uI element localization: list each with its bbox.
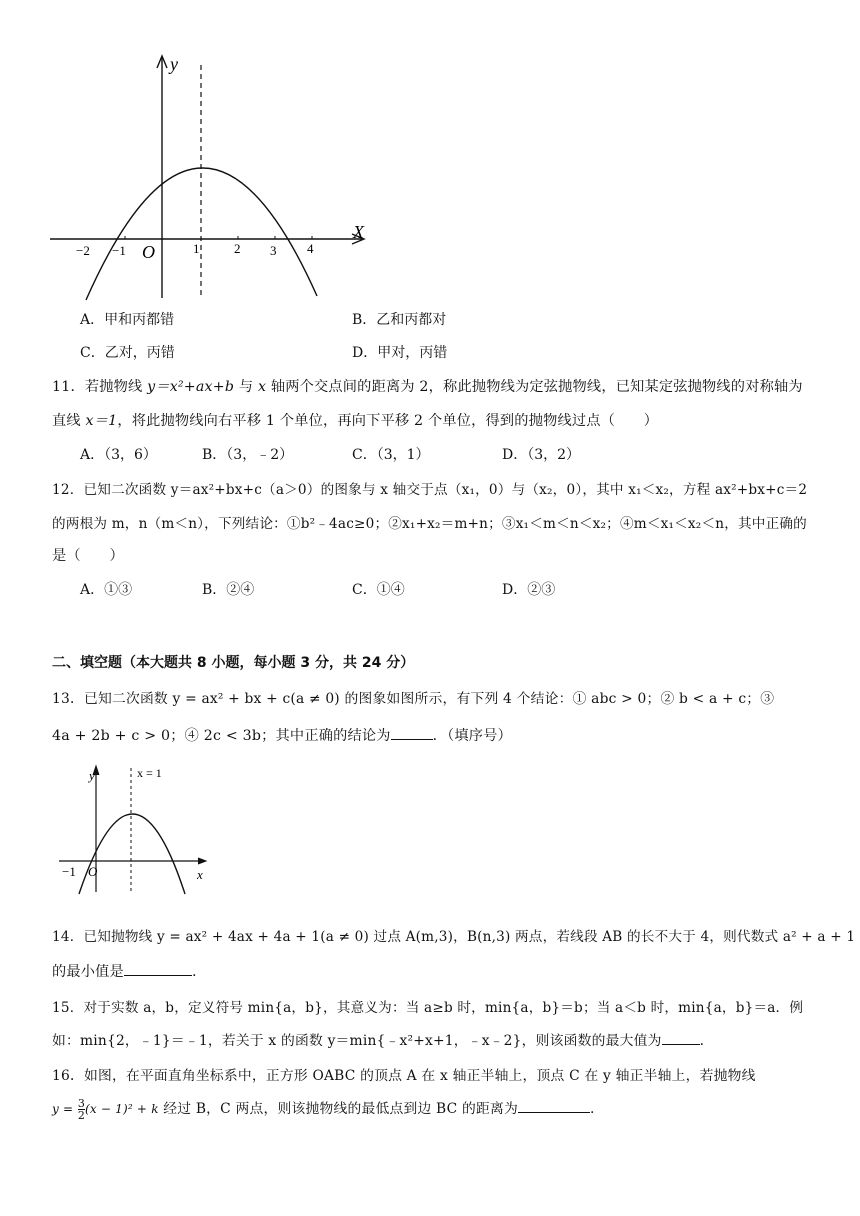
q11-text: 直线 — [52, 413, 86, 429]
q11-var: x — [257, 379, 267, 395]
q16-answer-blank[interactable] — [518, 1100, 590, 1113]
x-axis-label: X — [353, 222, 364, 242]
q15-text: 如：min{2，﹣1}＝﹣1，若关于 x 的函数 y＝min{﹣x²+x+1，﹣x﹣2}，则该函数的最大值为 — [52, 1033, 662, 1049]
q15-answer-blank[interactable] — [662, 1032, 700, 1045]
y-axis-label: y — [170, 54, 178, 74]
q11-number: 11． — [52, 379, 85, 395]
parabola-graph-1 — [40, 50, 380, 302]
q16-line-2 — [52, 1097, 595, 1121]
q12-option-c[interactable]: C．①④ — [352, 582, 405, 598]
q11-option-d[interactable]: D．（3，2） — [502, 447, 581, 463]
q11-formula: x＝1 — [85, 413, 118, 429]
q11-text: 轴两个交点间的距离为 2，称此抛物线为定弦抛物线，已知某定弦抛物线的对称轴为 — [266, 379, 803, 395]
q15-text: . — [699, 1033, 705, 1049]
q12-option-d[interactable]: D．②③ — [502, 582, 556, 598]
q13-number: 13． — [52, 691, 84, 707]
parabola-graph-2 — [55, 758, 215, 898]
q13-line-2 — [52, 725, 512, 745]
parabola-curve — [79, 814, 185, 894]
q16-line-1 — [52, 1064, 756, 1084]
q16-text: . — [589, 1101, 595, 1117]
q16-number: 16． — [52, 1068, 84, 1084]
q10-option-b[interactable]: B．乙和丙都对 — [352, 312, 447, 328]
q16-text: 经过 B，C 两点，则该抛物线的最低点到边 BC 的距离为 — [158, 1101, 518, 1117]
q11-line-2 — [52, 410, 658, 430]
q12-line-2: 的两根为 m，n（m＜n），下列结论：①b²﹣4ac≥0；②x₁+x₂＝m+n；③x₁＜m＜n＜x₂；④m＜x₁＜x₂＜n，其中正确的 — [52, 516, 807, 532]
q14-line-1 — [52, 925, 855, 945]
q11-text: 若抛物线 — [84, 379, 148, 395]
q12-option-a[interactable]: A．①③ — [80, 582, 133, 598]
q10-option-d[interactable]: D．甲对，丙错 — [352, 345, 448, 361]
q11-option-b[interactable]: B．（3，﹣2） — [202, 447, 294, 463]
q15-text: 对于实数 a，b，定义符号 min{a，b}，其意义为：当 a≥b 时，min{a，b}＝b；当 a＜b 时，min{a，b}＝a．例 — [83, 1000, 804, 1016]
origin-label: O — [88, 864, 98, 879]
q11-option-c[interactable]: C．（3，1） — [352, 447, 430, 463]
y-axis-label: y — [89, 768, 95, 783]
q14-number: 14． — [52, 929, 84, 945]
q14-answer-blank[interactable] — [124, 963, 192, 976]
q16-text: 如图，在平面直角坐标系中，正方形 OABC 的顶点 A 在 x 轴正半轴上，顶点 C 在 y 轴正半轴上，若抛物线 — [83, 1068, 756, 1084]
tick-label-neg2: −2 — [76, 243, 90, 258]
q15-line-2 — [52, 1029, 704, 1049]
q10-option-c[interactable]: C．乙对，丙错 — [80, 345, 175, 361]
q13-text: 已知二次函数 y = ax² + bx + c(a ≠ 0) 的图象如图所示，有下列 4 个结论：① abc > 0；② b < a + c；③ — [83, 691, 775, 707]
q12-line-1 — [52, 478, 807, 498]
tick-label-neg1: −1 — [112, 243, 126, 258]
q13-line-1 — [52, 687, 774, 707]
q16-formula-fraction — [78, 1098, 85, 1121]
q13-answer-blank[interactable] — [391, 727, 433, 740]
tick-label-4: 4 — [307, 241, 314, 256]
x-axis-arrow — [198, 858, 206, 864]
q14-line-2 — [52, 961, 197, 981]
x-axis-label: x — [197, 867, 203, 882]
q11-formula: y＝x²+ax+b — [147, 379, 235, 395]
parabola-curve — [86, 168, 317, 300]
q14-text: 已知抛物线 y = ax² + 4ax + 4a + 1(a ≠ 0) 过点 A(m,3)，B(n,3) 两点，若线段 AB 的长不大于 4，则代数式 a² + a + 1 — [83, 929, 856, 945]
q15-line-1 — [52, 996, 803, 1016]
q12-option-b[interactable]: B．②④ — [202, 582, 255, 598]
q15-number: 15． — [52, 1000, 84, 1016]
q13-text: ．（填序号） — [432, 728, 512, 744]
q14-text: . — [191, 964, 197, 980]
tick-label-3: 3 — [270, 243, 277, 258]
fraction-denominator: 2 — [77, 1109, 86, 1122]
q16-formula-lhs: y = — [52, 1102, 74, 1116]
tick-label-neg1: −1 — [62, 864, 76, 879]
q11-option-a[interactable]: A．（3，6） — [80, 447, 157, 463]
origin-label: O — [142, 242, 155, 262]
q12-number: 12． — [52, 482, 84, 498]
axis-line-label: x = 1 — [137, 766, 162, 780]
q14-text: 的最小值是 — [52, 964, 124, 980]
q11-line-1 — [52, 376, 803, 396]
fraction-numerator: 3 — [77, 1097, 86, 1110]
section-heading: 二、填空题（本大题共 8 小题，每小题 3 分，共 24 分） — [52, 655, 415, 671]
q11-text: ，将此抛物线向右平移 1 个单位，再向下平移 2 个单位，得到的抛物线过点（ ） — [117, 413, 659, 429]
q13-text: 4a + 2b + c > 0；④ 2c < 3b；其中正确的结论为 — [52, 728, 391, 744]
q12-line-3: 是（ ） — [52, 548, 124, 564]
q10-option-a[interactable]: A．甲和丙都错 — [80, 312, 175, 328]
tick-label-2: 2 — [234, 241, 241, 256]
tick-label-1: 1 — [193, 241, 200, 256]
q12-text: 已知二次函数 y＝ax²+bx+c（a＞0）的图象与 x 轴交于点（x₁，0）与（x₂，0），其中 x₁＜x₂，方程 ax²+bx+c＝2 — [83, 482, 808, 498]
q16-formula-rhs: (x − 1)² + k — [85, 1102, 159, 1116]
q11-text: 与 — [234, 379, 258, 395]
